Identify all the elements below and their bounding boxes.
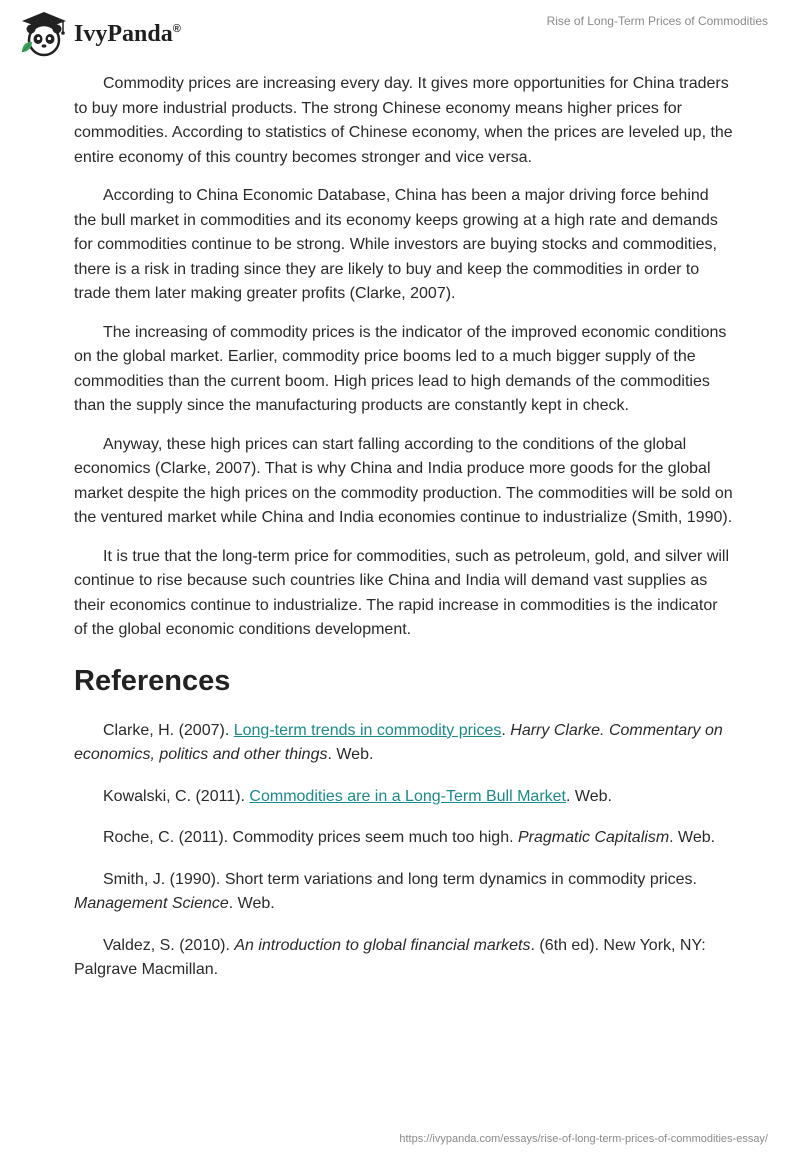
reference-item: Smith, J. (1990). Short term variations and long term dynamics in commodity prices. Management Science. Web. bbox=[74, 870, 697, 912]
reference-item: Kowalski, C. (2011). Commodities are in a Long-Term Bull Market. Web. bbox=[103, 787, 612, 805]
body-paragraph: Anyway, these high prices can start falling according to the conditions of the global economics (Clarke, 2007). That is why China and India produce more goods for the global market despite the high prices on the commodity production. The commodities will be sold on the ventured market while China and India economies continue to industrialize (Smith, 1990). bbox=[74, 435, 733, 526]
reference-link[interactable]: Long-term trends in commodity prices bbox=[233, 721, 502, 739]
body-paragraph: According to China Economic Database, China has been a major driving force behind the bull market in commodities and its economy keeps growing at a high rate and demands for commodities continue to be strong. While investors are buying stocks and commodities, there is a risk in trading since they are likely to buy and keep the commodities in order to trade them later making greater profits (Clarke, 2007). bbox=[74, 187, 718, 302]
body-paragraph: The increasing of commodity prices is the indicator of the improved economic conditions on the global market. Earlier, commodity price booms led to a much bigger supply of the commodities than the current boom. High prices lead to high demands of the commodities than the supply since the manufacturing products are constantly kept in check. bbox=[74, 323, 727, 414]
body-paragraph: It is true that the long-term price for commodities, such as petroleum, gold, and silver will continue to rise because such countries like China and India will demand vast supplies as their economics continue to industrialize. The rapid increase in commodities is the indicator of the global economic conditions development. bbox=[74, 547, 730, 638]
page-header bbox=[0, 0, 800, 62]
references-heading: References bbox=[74, 664, 231, 697]
footer-url[interactable]: https://ivypanda.com/essays/rise-of-long-term-prices-of-commodities-essay/ bbox=[399, 1133, 768, 1145]
reference-item: Roche, C. (2011). Commodity prices seem much too high. Pragmatic Capitalism. Web. bbox=[103, 829, 716, 846]
reference-item: Valdez, S. (2010). An introduction to global financial markets. (6th ed). New York, NY: Palgrave Macmillan. bbox=[74, 936, 706, 978]
reference-item: Clarke, H. (2007). Long-term trends in commodity prices. Harry Clarke. Commentary on economics, politics and other things. Web. bbox=[74, 721, 723, 763]
ivypanda-logo[interactable] bbox=[16, 8, 181, 58]
reference-link[interactable]: Commodities are in a Long-Term Bull Market bbox=[249, 787, 566, 805]
essay-body bbox=[74, 72, 734, 1000]
logo-text: IvyPanda® bbox=[74, 20, 181, 47]
body-paragraph: Commodity prices are increasing every day. It gives more opportunities for China traders to buy more industrial products. The strong Chinese economy means higher prices for commodities. According to statistics of Chinese economy, when the prices are leveled up, the entire economy of this country becomes stronger and vice versa. bbox=[74, 75, 733, 166]
panda-logo-icon bbox=[16, 8, 70, 58]
document-title: Rise of Long-Term Prices of Commodities bbox=[546, 14, 768, 28]
